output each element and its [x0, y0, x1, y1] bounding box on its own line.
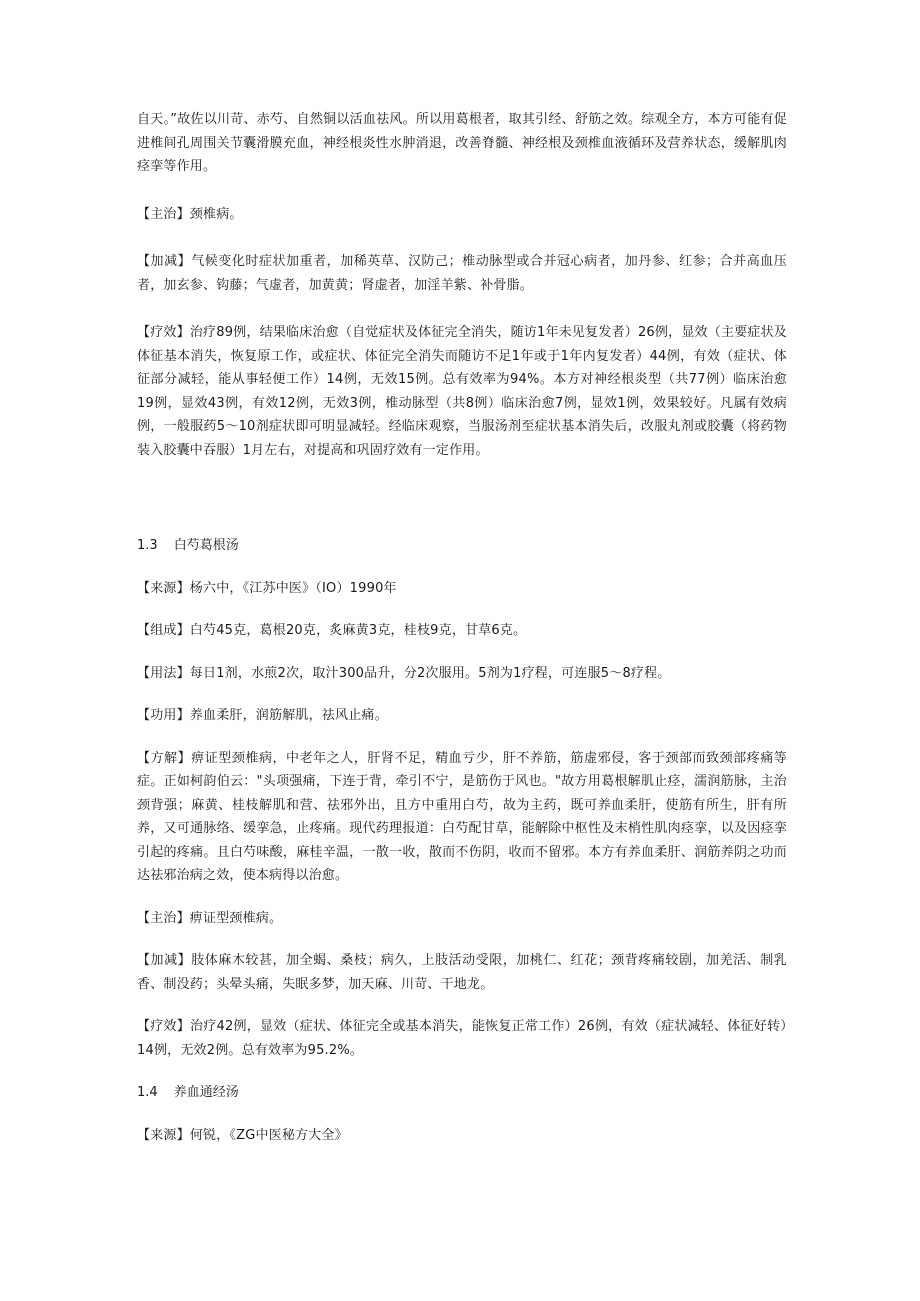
- prev-efficacy: 【疗效】治疗89例，结果临床治愈（自觉症状及体征完全消失，随访1年未见复发者）26例，显效（主要症状及体征基本消失，恢复原工作，或症状、体征完全消失而随访不足1年或于1年内复发者）44例，有效（症状、体征部分减轻，能从事轻便工作）14例，无效15例。总有效率为94%。本方对神经根炎型（共77例）临床治愈19例，显效43例，有效12例，无效3例，椎动脉型（共8例）临床治愈7例，显效1例，效果较好。凡属有效病例，一般服药5～10剂症状即可明显减轻。经临床观察，当服汤剂至症状基本消失后，改服丸剂或胶囊（将药物装入胶囊中吞服）1月左右，对提高和巩固疗效有一定作用。: [137, 325, 787, 458]
- prev-modification: 【加减】气候变化时症状加重者，加稀英草、汉防己；椎动脉型或合并冠心病者，加丹参、红参；合并高血压者，加玄参、钩藤；气虚者，加黄黄；肾虚者，加淫羊紫、补骨脂。: [137, 254, 787, 293]
- section-heading-1-4: [137, 1081, 787, 1105]
- section-number: 1.4: [137, 1085, 158, 1100]
- section-heading-1-3: [137, 534, 787, 558]
- s13-explanation: 【方解】痹证型颈椎病，中老年之人，肝肾不足，精血亏少，肝不养筋，筋虚邪侵，客于颈部而致颈部疼痛等症。正如柯韵伯云："头项强痛，下连于背，牵引不宁，是筋伤于风也。"故方用葛根解肌止痉，濡润筋脉，主治颈背强；麻黄、桂枝解肌和营、祛邪外出，且方中重用白芍，故为主药，既可养血柔肝，使筋有所生，肝有所养，又可通脉络、缓挛急，止疼痛。现代药理报道：白芍配甘草，能解除中枢性及末梢性肌肉痉挛，以及因痉挛引起的疼痛。且白芍味酸，麻桂辛温，一散一收，散而不伤阴，收而不留邪。本方有养血柔肝、润筋养阴之功而达祛邪治病之效，使本病得以治愈。: [137, 750, 787, 883]
- s13-indication: 【主治】痹证型颈椎病。: [137, 910, 283, 926]
- section-title: 养血通经汤: [173, 1085, 239, 1100]
- s13-source: 【来源】杨六中，《江苏中医》（IO）1990年: [137, 580, 397, 596]
- section-title: 白芍葛根汤: [173, 538, 239, 553]
- prev-indication: 【主治】颈椎病。: [137, 206, 243, 222]
- document-page: [137, 108, 787, 1147]
- section-number: 1.3: [137, 538, 158, 553]
- s13-usage: 【用法】每日1剂，水煎2次，取汁300品升，分2次服用。5剂为1疗程，可连服5～8疗程。: [137, 665, 671, 681]
- s14-source: 【来源】何锐，《ZG中医秘方大全》: [137, 1127, 348, 1143]
- intro-paragraph: 自天。”故佐以川苛、赤芍、自然铜以活血祛风。所以用葛根者，取其引经、舒筋之效。综观全方，本方可能有促进椎间孔周围关节囊滑膜充血，神经根炎性水肿消退，改善脊髓、神经根及颈椎血液循环及营养状态，缓解肌肉痉挛等作用。: [137, 112, 787, 174]
- s13-efficacy: 【疗效】治疗42例，显效（症状、体征完全或基本消失，能恢复正常工作）26例，有效（症状减轻、体征好转）14例，无效2例。总有效率为95.2%。: [137, 1019, 787, 1058]
- s13-modification: 【加减】肢体麻木较甚，加全蝎、桑枝；病久，上肢活动受限，加桃仁、红花；颈背疼痛较剧，加羌活、制乳香、制没药；头晕头痛，失眠多梦，加天麻、川苛、干地龙。: [137, 953, 787, 992]
- s13-function: 【功用】养血柔肝，润筋解肌，祛风止痛。: [137, 708, 388, 723]
- s13-composition: 【组成】白芍45克，葛根20克，炙麻黄3克，桂枝9克，甘草6克。: [137, 623, 527, 638]
